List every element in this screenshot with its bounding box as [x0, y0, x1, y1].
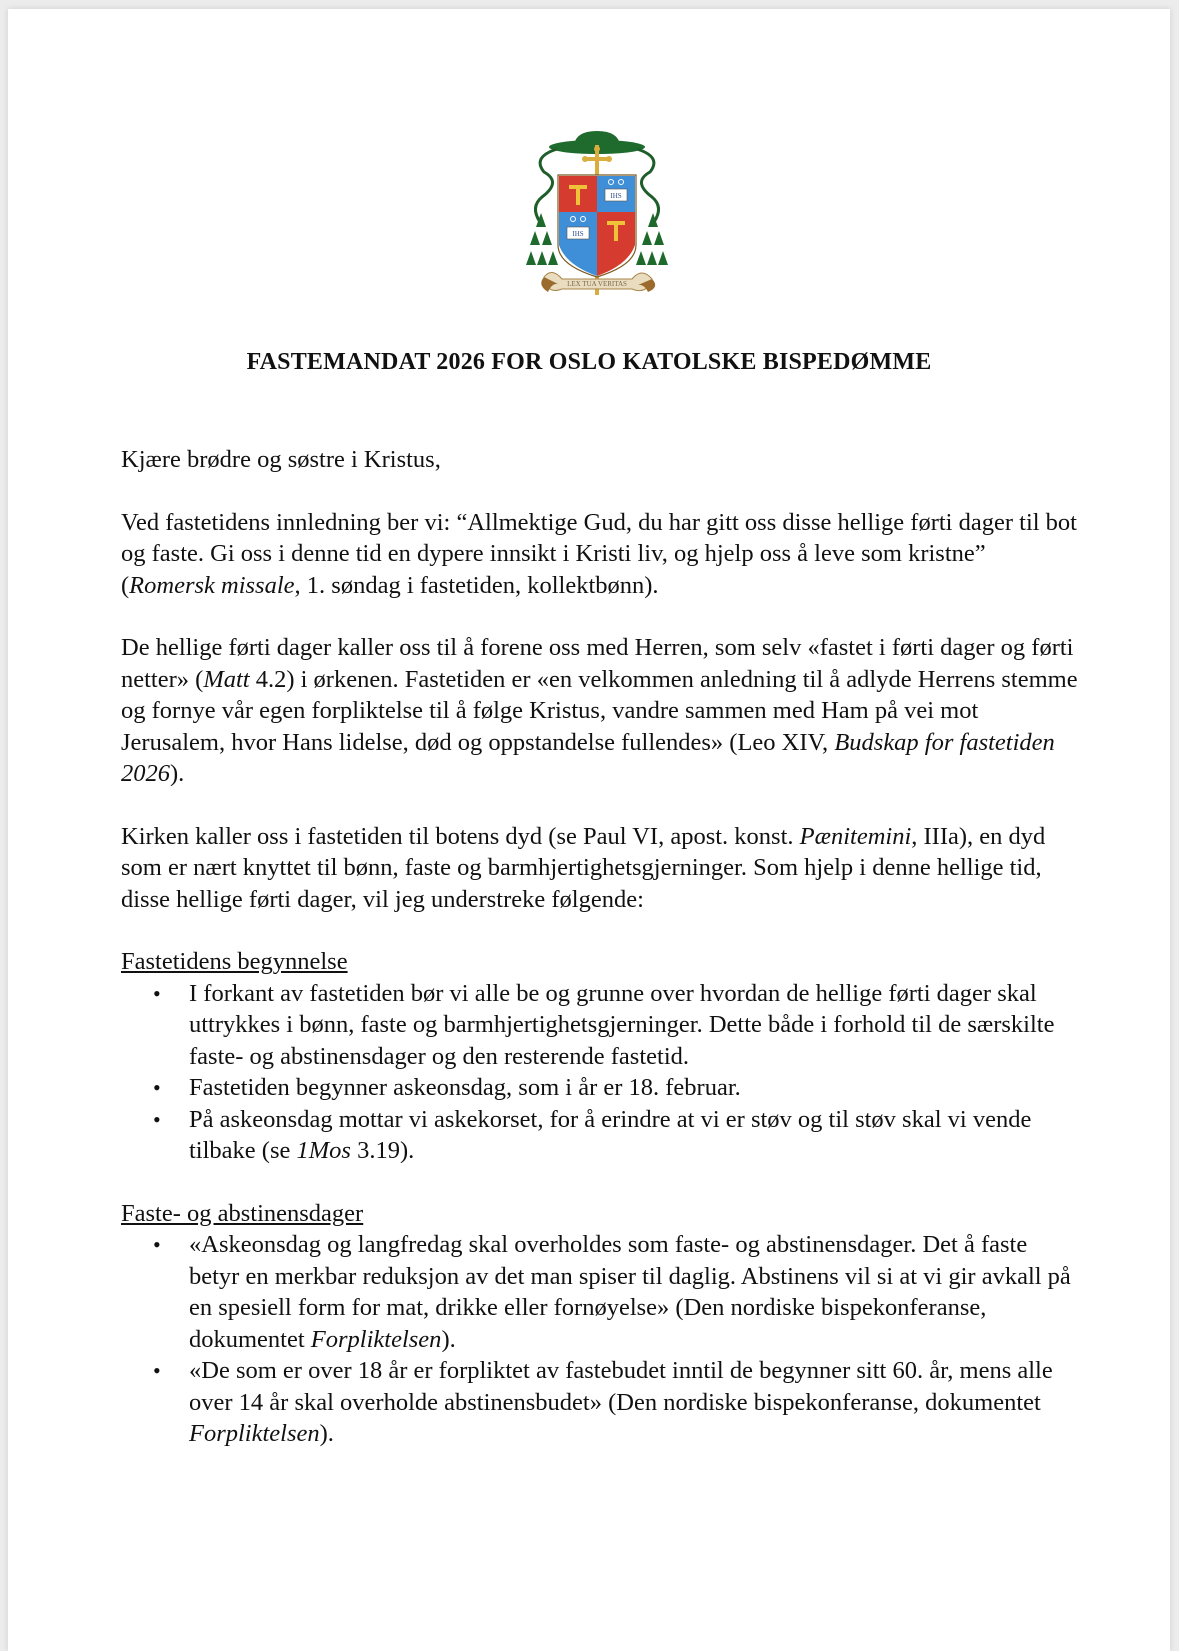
- motto-text: LEX TUA VERITAS: [567, 280, 627, 288]
- text-run: ).: [170, 760, 185, 787]
- coat-of-arms-icon: [522, 127, 672, 302]
- list-item: [153, 978, 1081, 1073]
- document-body: [121, 444, 1081, 1481]
- text-run: De hellige førti dager kaller oss til å forene oss med Herren, som selv «fastet i førti dager og førti netter» (: [121, 634, 1074, 693]
- text-run: Fastetiden begynner askeonsdag, som i år er 18. februar.: [189, 1074, 741, 1101]
- citation-title: Pænitemini: [799, 822, 912, 850]
- text-run: 4.2) i ørkenen. Fastetiden er «en velkommen anledning til å adlyde Herrens stemme og fornye vår egen forpliktelse til å følge Kristus, vandre sammen med Ham på vei mot Jerusalem, hvor Hans lidelse, død og oppstandelse fullendes» (Leo XIV,: [121, 665, 1078, 756]
- citation-title: Romersk missale: [129, 571, 295, 599]
- bullet-list: [121, 978, 1081, 1167]
- shield-q3: [559, 212, 597, 276]
- text-run: «Askeonsdag og langfredag skal overholdes som faste- og abstinensdager. Det å faste betyr en merkbar reduksjon av det man spiser til daglig. Abstinens vil si at vi gir avkall på en spesiell form for mat, drikke eller fornøyelse» (Den nordiske bispekonferanse, dokumentet: [189, 1231, 1071, 1353]
- hat-cords-right: [637, 149, 659, 222]
- hat-cords-left: [535, 149, 557, 222]
- text-run: Ved fastetidens innledning ber vi: “Allmektige Gud, du har gitt oss disse hellige førti dager til bot og faste. Gi oss i denne tid en dypere innsikt i Kristi liv, og hjelp oss å leve som kristne” (: [121, 508, 1077, 599]
- text-run: , IIIa), en dyd som er nært knyttet til bønn, faste og barmhjertighetsgjerninger. Som hjelp i denne hellige tid, disse hellige førti dager, vil jeg understreke følgende:: [121, 822, 1046, 913]
- hat-crown: [574, 131, 620, 145]
- bullet-icon: •: [153, 980, 161, 1006]
- citation-title: Matt: [203, 665, 250, 693]
- bullet-icon: •: [153, 1075, 161, 1100]
- tassels-right: [636, 213, 668, 265]
- bullet-icon: •: [153, 1358, 161, 1383]
- citation-title: Budskap for fastetiden 2026: [121, 728, 1055, 787]
- citation-title: Forpliktelsen: [189, 1420, 320, 1447]
- paragraph-2: [121, 632, 1081, 790]
- document-page: [8, 9, 1170, 1651]
- section-heading: Fastetidens begynnelse: [121, 948, 348, 975]
- bullet-icon: •: [153, 1106, 161, 1132]
- text-run: På askeonsdag mottar vi askekorset, for å erindre at vi er støv og til støv skal vi vende tilbake (se: [189, 1105, 1032, 1164]
- svg-text:IHS: IHS: [572, 230, 584, 238]
- document-title: FASTEMANDAT 2026 FOR OSLO KATOLSKE BISPEDØMME: [246, 349, 932, 375]
- list-item: [153, 1072, 1081, 1104]
- ihs-book-icon: [605, 189, 627, 201]
- citation-title: 1Mos: [296, 1137, 351, 1164]
- text-run: ).: [441, 1325, 456, 1353]
- greeting: Kjære brødre og søstre i Kristus,: [121, 446, 441, 473]
- list-item: [153, 1104, 1081, 1167]
- ihs-book-icon: [567, 227, 589, 239]
- text-run: Kirken kaller oss i fastetiden til botens dyd (se Paul VI, apost. konst.: [121, 822, 800, 850]
- tassels-left: [526, 213, 558, 265]
- paragraph-3: [121, 821, 1081, 916]
- section-heading: Faste- og abstinensdager: [121, 1199, 364, 1227]
- bullet-list: [121, 1229, 1081, 1450]
- text-run: 3.19).: [350, 1137, 415, 1164]
- bullet-icon: •: [153, 1232, 161, 1257]
- text-run: I forkant av fastetiden bør vi alle be og grunne over hvordan de hellige førti dager skal uttrykkes i bønn, faste og barmhjertighetsgjerninger. Dette både i forhold til de særskilte faste- og abstinensdager og den resterende fastetid.: [189, 979, 1055, 1070]
- list-item: [153, 1229, 1081, 1355]
- text-run: ).: [319, 1420, 334, 1447]
- text-run: «De som er over 18 år er forpliktet av fastebudet inntil de begynner sitt 60. år, mens alle over 14 år skal overholde abstinensbudet» (Den nordiske bispekonferanse, dokumentet: [189, 1357, 1053, 1416]
- list-item: [153, 1355, 1081, 1450]
- text-run: , 1. søndag i fastetiden, kollektbønn).: [294, 571, 659, 599]
- svg-text:IHS: IHS: [610, 192, 622, 200]
- citation-title: Forpliktelsen: [310, 1325, 442, 1353]
- paragraph-1: [121, 507, 1081, 602]
